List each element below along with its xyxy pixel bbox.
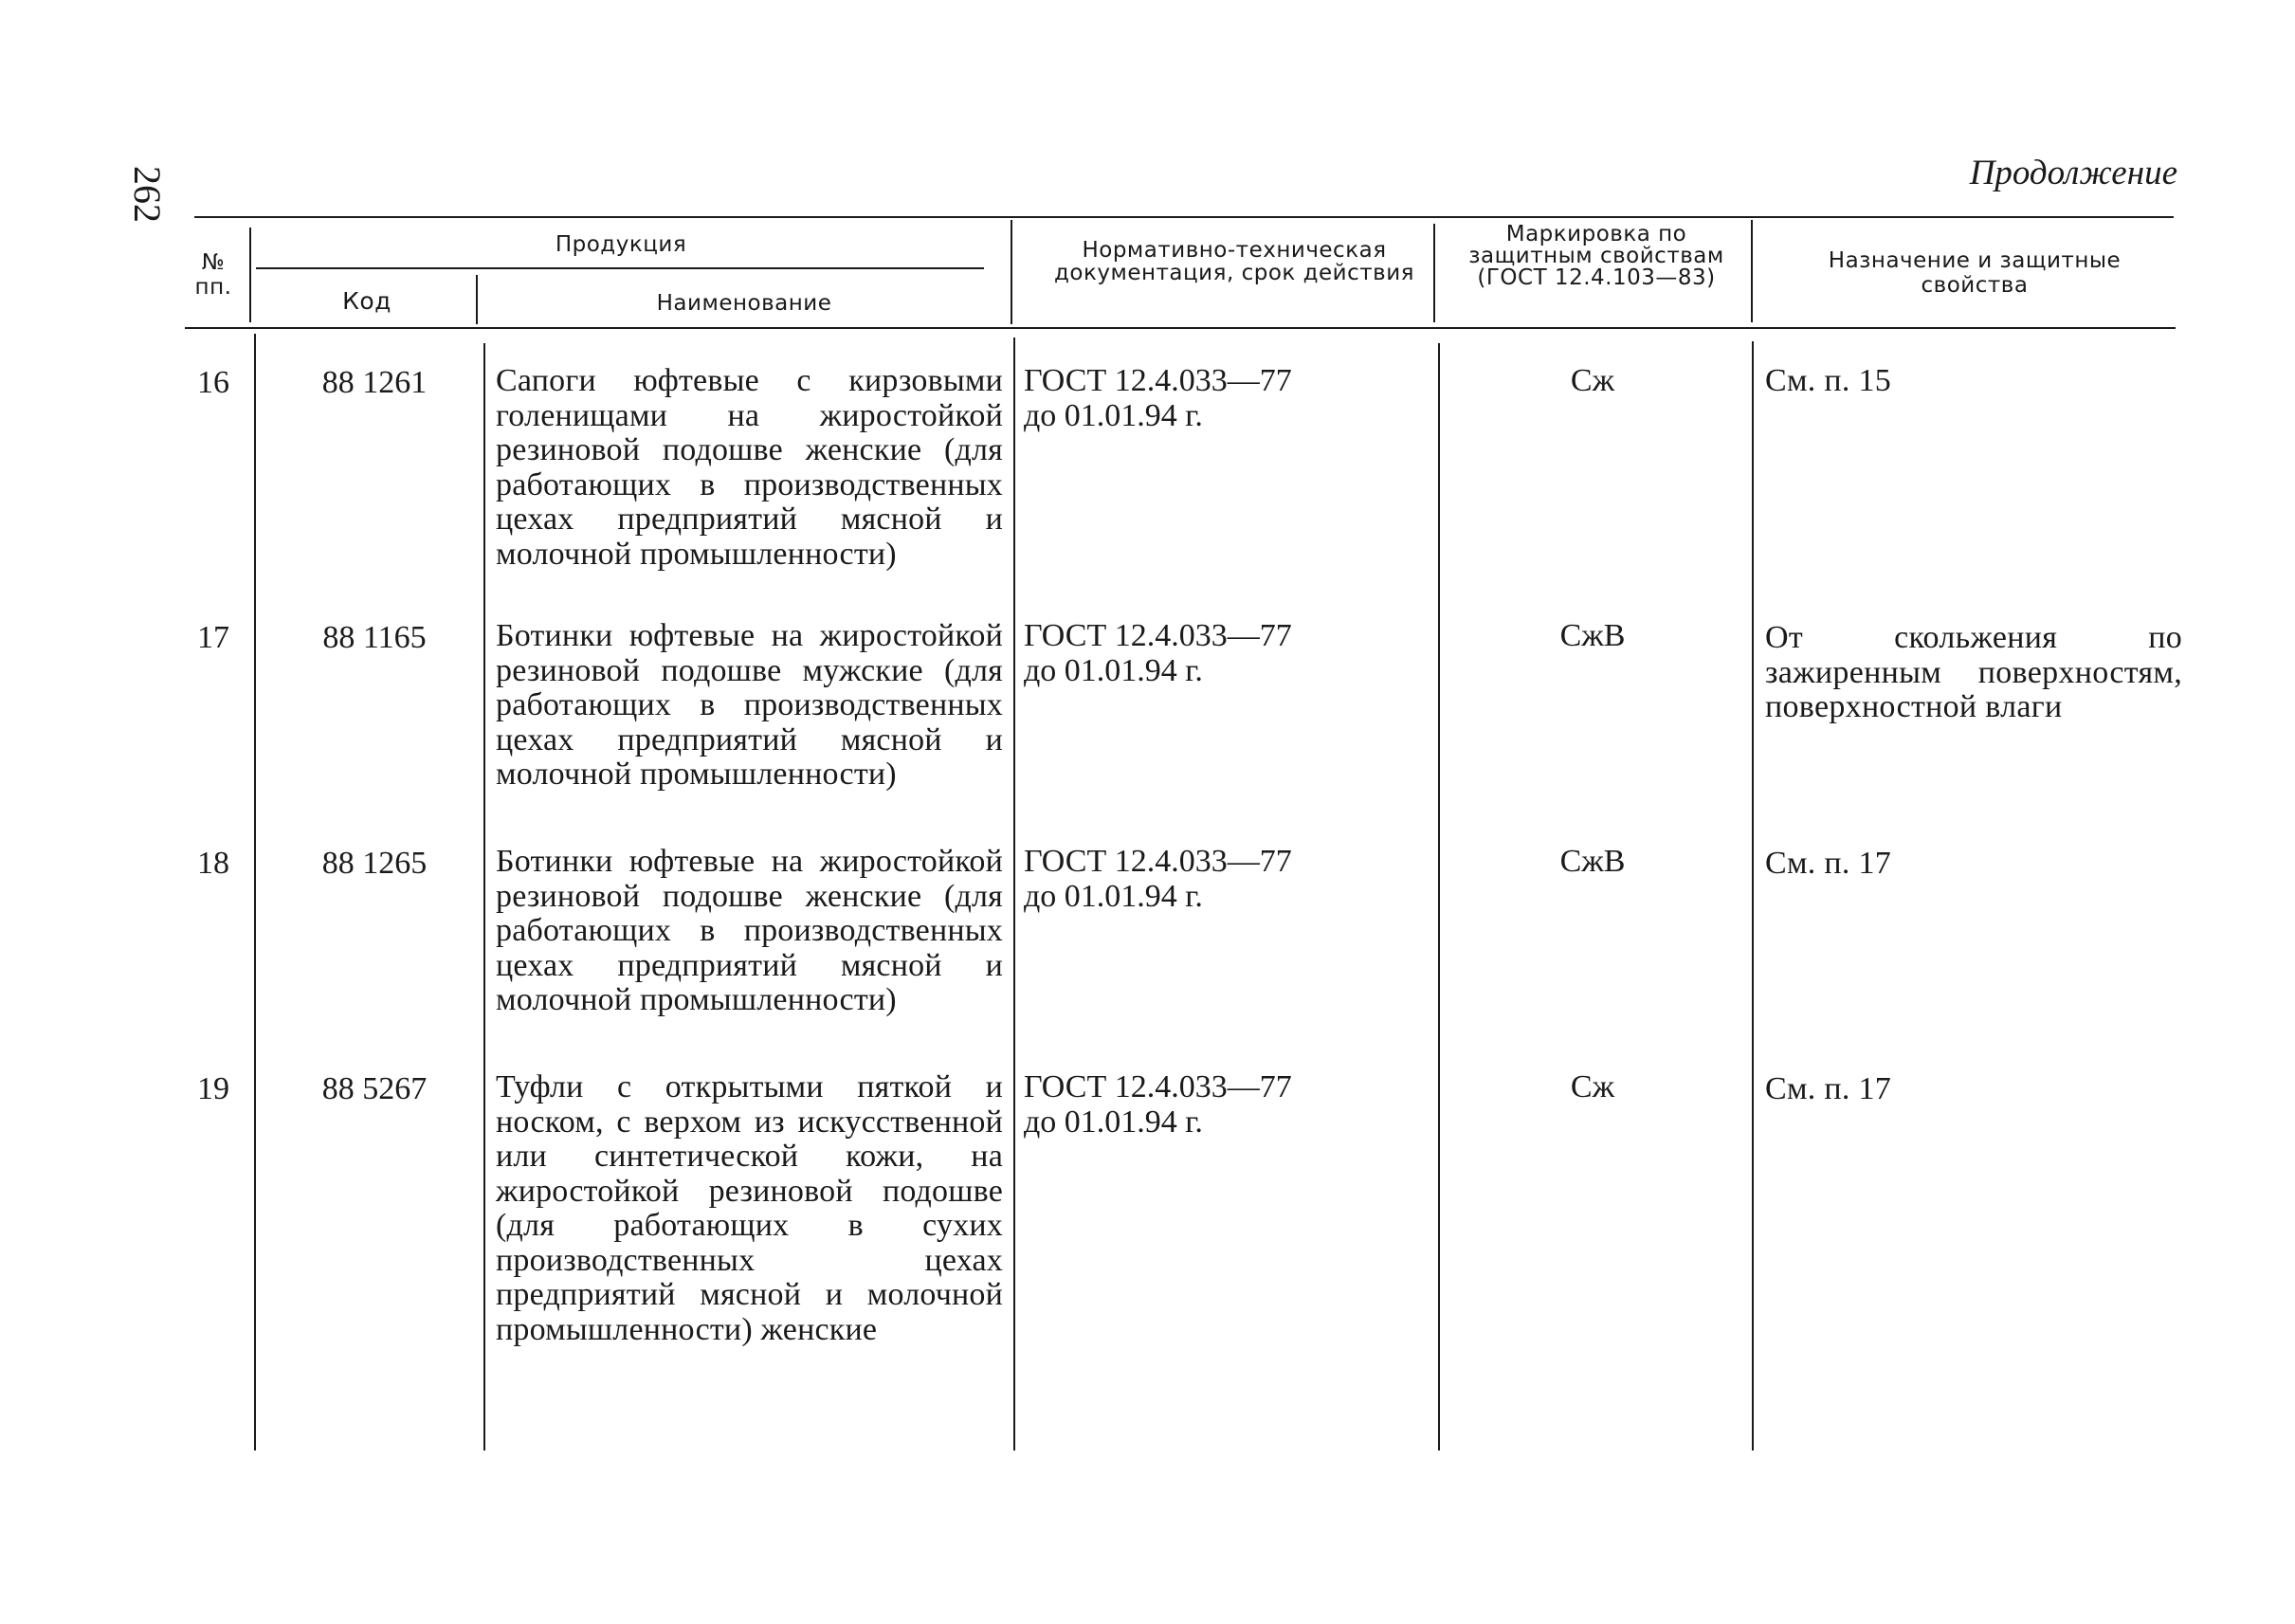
row-number: 18 — [197, 846, 229, 881]
continuation-label: Продолжение — [1969, 154, 2177, 192]
row-normative-standard: ГОСТ 12.4.033—77 — [1024, 1069, 1292, 1104]
row-name: Туфли с открытыми пяткой и носком, с верхом из искусственной или синтетической кожи, на жиростойкой резиновой подошве (для работающих в сухих производственных цехах предприятий мясной и молочной промышленности) женские — [496, 1069, 1003, 1347]
header-purpose: Назначение и защитные свойства — [1828, 248, 2122, 298]
row-normative — [1024, 364, 1403, 433]
row-code: 88 5267 — [321, 1071, 428, 1106]
header-divider-marking — [1751, 220, 1753, 322]
body-divider-normative — [1438, 343, 1440, 1451]
row-purpose: От скольжения по зажиренным поверхностям, поверхностной влаги — [1765, 620, 2182, 724]
page-number: 262 — [126, 166, 169, 223]
row-number: 19 — [197, 1071, 229, 1106]
header-code: Код — [342, 287, 392, 315]
row-normative-standard: ГОСТ 12.4.033—77 — [1024, 844, 1292, 879]
row-marking: СжВ — [1559, 844, 1626, 879]
row-normative-validity: до 01.01.94 г. — [1024, 397, 1203, 433]
header-product: Продукция — [555, 232, 687, 257]
table-top-rule — [194, 216, 2174, 218]
row-code: 88 1165 — [322, 620, 427, 655]
header-bottom-rule — [185, 327, 2176, 329]
row-purpose: См. п. 15 — [1765, 363, 1892, 398]
row-normative-validity: до 01.01.94 г. — [1024, 878, 1203, 914]
row-normative-standard: ГОСТ 12.4.033—77 — [1024, 618, 1292, 653]
header-marking: Маркировка по защитным свойствам (ГОСТ 12.4.103—83) — [1468, 222, 1724, 290]
row-name: Сапоги юфтевые с кирзовыми голенищами на жиростойкой резиновой подошве женские (для работающих в производственных цехах предприятий мясной и молочной промышленности) — [496, 363, 1003, 572]
row-normative-validity: до 01.01.94 г. — [1024, 652, 1203, 688]
row-name: Ботинки юфтевые на жиростойкой резиновой подошве мужские (для работающих в производственных цехах предприятий мясной и молочной промышленности) — [496, 618, 1003, 792]
body-divider-number — [254, 334, 256, 1451]
header-divider-product — [1011, 220, 1012, 324]
row-marking: Сж — [1570, 1069, 1615, 1104]
row-normative — [1024, 619, 1403, 688]
header-number: № пп. — [194, 250, 232, 300]
row-normative-validity: до 01.01.94 г. — [1024, 1104, 1203, 1140]
row-number: 16 — [197, 365, 229, 400]
row-normative — [1024, 1070, 1403, 1140]
body-divider-code — [483, 343, 485, 1451]
header-divider-number — [249, 228, 251, 322]
header-normative: Нормативно-техническая документация, срок действия — [1054, 238, 1414, 285]
product-header-rule — [256, 267, 984, 269]
row-purpose: См. п. 17 — [1765, 1071, 1892, 1106]
row-normative-standard: ГОСТ 12.4.033—77 — [1024, 363, 1292, 398]
row-normative — [1024, 845, 1403, 914]
row-number: 17 — [197, 620, 229, 655]
row-marking: Сж — [1570, 363, 1615, 398]
header-name: Наименование — [656, 291, 832, 316]
row-purpose: См. п. 17 — [1765, 846, 1892, 881]
row-name: Ботинки юфтевые на жиростойкой резиновой подошве женские (для работающих в производственных цехах предприятий мясной и молочной промышленности) — [496, 844, 1003, 1017]
body-divider-marking — [1752, 341, 1754, 1451]
row-code: 88 1265 — [321, 846, 428, 881]
row-marking: СжВ — [1559, 618, 1626, 653]
header-divider-normative — [1433, 224, 1435, 322]
row-code: 88 1261 — [321, 365, 428, 400]
body-divider-name — [1013, 338, 1015, 1451]
